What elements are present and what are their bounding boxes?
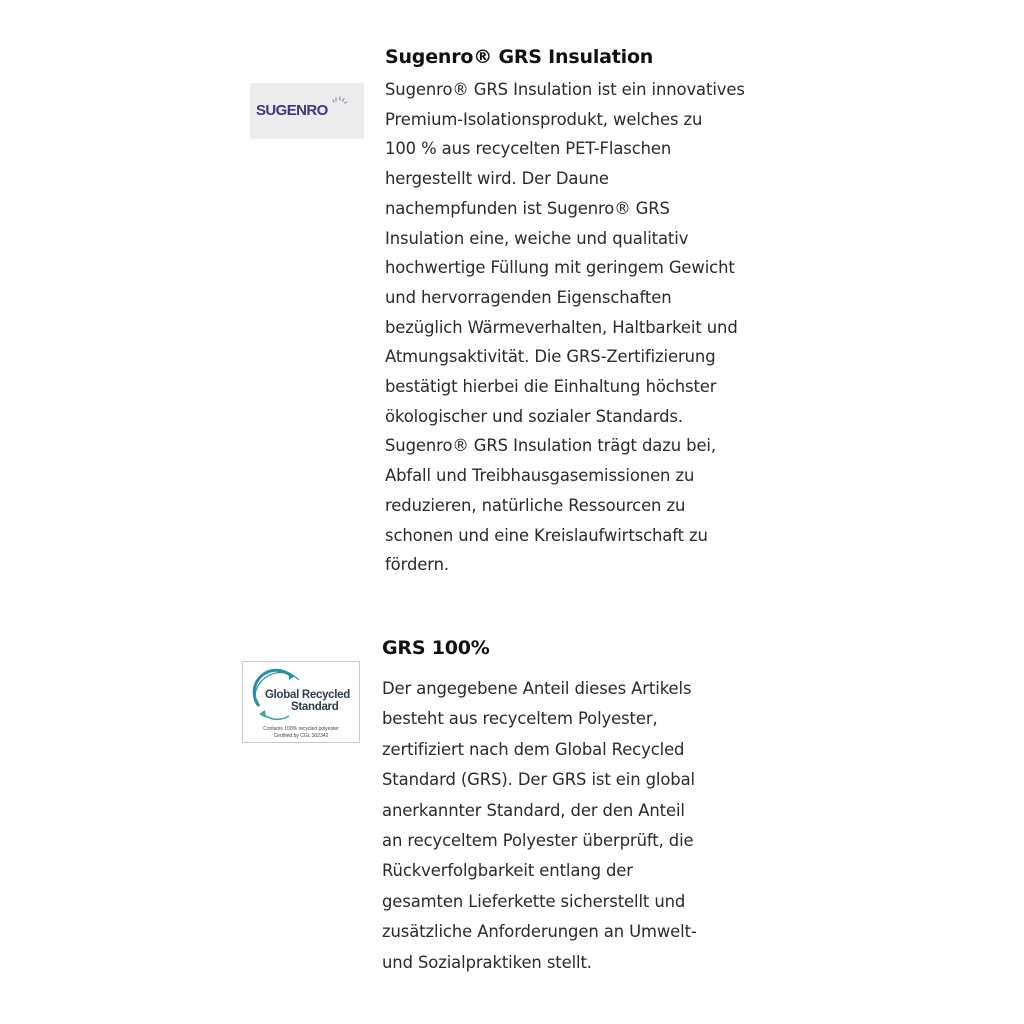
body-line: Rückverfolgbarkeit entlang der bbox=[382, 861, 633, 881]
sugenro-logo bbox=[250, 83, 364, 139]
body-line: hochwertige Füllung mit geringem Gewicht bbox=[385, 258, 735, 278]
grs-logo-name-line2: Standard bbox=[291, 701, 339, 713]
body-line: zusätzliche Anforderungen an Umwelt- bbox=[382, 922, 697, 942]
body-line: Premium-Isolationsprodukt, welches zu bbox=[385, 109, 703, 129]
sugenro-logo-text: SUGENRO bbox=[256, 102, 328, 119]
section-body bbox=[385, 75, 785, 580]
body-line: 100 % aus recycelten PET-Flaschen bbox=[385, 139, 672, 159]
body-line: gesamten Lieferkette sicherstellt und bbox=[382, 891, 686, 911]
body-line: schonen und eine Kreislaufwirtschaft zu bbox=[385, 525, 708, 545]
body-line: anerkannter Standard, der den Anteil bbox=[382, 800, 685, 820]
section-sugenro bbox=[385, 44, 785, 580]
body-line: bezüglich Wärmeverhalten, Haltbarkeit und bbox=[385, 317, 738, 337]
body-line: Standard (GRS). Der GRS ist ein global bbox=[382, 770, 695, 790]
body-line: Insulation eine, weiche und qualitativ bbox=[385, 228, 689, 248]
body-line: nachempfunden ist Sugenro® GRS bbox=[385, 198, 670, 218]
body-line: an recyceltem Polyester überprüft, die bbox=[382, 831, 694, 851]
body-line: Abfall und Treibhausgasemissionen zu bbox=[385, 466, 695, 486]
grs-logo bbox=[242, 661, 360, 743]
section-body bbox=[382, 674, 782, 978]
section-title: Sugenro® GRS Insulation bbox=[385, 46, 654, 68]
body-line: reduzieren, natürliche Ressourcen zu bbox=[385, 495, 686, 515]
grs-logo-name-line1: Global Recycled bbox=[265, 689, 350, 701]
body-line: Sugenro® GRS Insulation ist ein innovatives bbox=[385, 80, 745, 99]
body-line: hergestellt wird. Der Daune bbox=[385, 169, 609, 189]
body-line: Atmungsaktivität. Die GRS-Zertifizierung bbox=[385, 347, 716, 367]
body-line: besteht aus recyceltem Polyester, bbox=[382, 709, 658, 729]
body-line: und Sozialpraktiken stellt. bbox=[382, 952, 592, 972]
section-grs bbox=[382, 635, 782, 978]
body-line: und hervorragenden Eigenschaften bbox=[385, 287, 672, 307]
body-line: ökologischer und sozialer Standards. bbox=[385, 406, 683, 426]
grs-logo-fine-print: Certified by CGL 302342 bbox=[273, 733, 329, 739]
body-line: bestätigt hierbei die Einhaltung höchster bbox=[385, 377, 717, 397]
body-line: zertifiziert nach dem Global Recycled bbox=[382, 739, 685, 759]
sugenro-logo-icon bbox=[330, 96, 350, 112]
body-line: fördern. bbox=[385, 555, 449, 575]
grs-logo-fine-print: Contains 100% recycled polyester bbox=[263, 726, 339, 732]
body-line: Der angegebene Anteil dieses Artikels bbox=[382, 679, 692, 698]
body-line: Sugenro® GRS Insulation trägt dazu bei, bbox=[385, 436, 716, 456]
section-title: GRS 100% bbox=[382, 637, 490, 659]
